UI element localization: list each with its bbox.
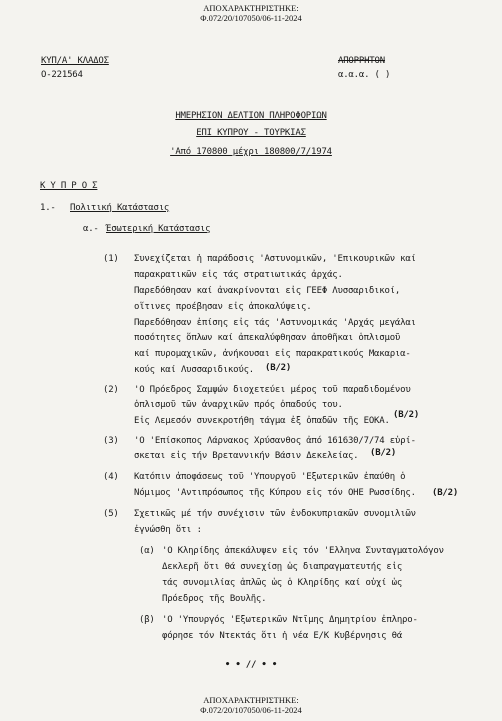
item-3-source-mark: (Β/2) — [370, 448, 397, 458]
item-5-line: ἐγνώσθη ὅτι : — [134, 525, 202, 535]
aaa-field: α.α.α. ( ) — [338, 70, 391, 80]
item-4-source-mark: (Β/2) — [432, 488, 459, 498]
item-2-line: 'Ο Πρόεδρος Σαμψών διοχετεύει μέρος τοῦ παραδιδομένου — [134, 385, 411, 395]
item-1-number: (1) — [103, 254, 119, 264]
subsection-number: 1.- — [40, 203, 56, 213]
document-subtitle: ΕΠΙ ΚΥΠΡΟΥ - ΤΟΥΡΚΙΑΣ — [196, 128, 306, 138]
item-1-line: ποσότητες ὅπλων καί ἀπεκαλύφθησαν ἀποθῆκαι ὁπλισμοῦ — [134, 333, 401, 343]
item-1-line: καί πυρομαχικῶν, ἀνήκουσαι εἰς παρακρατικούς Μακαρια- — [134, 349, 411, 359]
declassification-stamp-top — [0, 3, 502, 23]
item-1-line: Παρεδόθησαν ἐπίσης εἰς τάς 'Αστυνομικάς 'Αρχάς μεγάλαι — [134, 318, 416, 328]
declassification-label: ΑΠΟΧΑΡΑΚΤΗΡΙΣΤΗΚΕ: — [203, 695, 299, 705]
item-1-line: κούς καί Λυσσαριδικούς. — [134, 365, 255, 375]
item-1-line: παρακρατικῶν εἰς τάς στρατιωτικάς ἀρχάς. — [134, 270, 343, 280]
item-4-line: Κατόπιν ἀποφάσεως τοῦ 'Υπουργοῦ 'Εξωτερικῶν ἐπαύθη ὁ — [134, 472, 406, 482]
declassification-ref: Φ.072/20/107050/06-11-2024 — [200, 705, 302, 715]
subsubsection-title: Έσωτερική Κατάστασις — [106, 224, 211, 234]
declassification-stamp-bottom — [0, 695, 502, 715]
continuation-mark: • • // • • — [224, 660, 278, 670]
subsubsection-number: α.- — [83, 224, 99, 234]
declassification-ref: Φ.072/20/107050/06-11-2024 — [200, 13, 302, 23]
item-1-line: οἵτινες προέβησαν εἰς ἀποκαλύψεις. — [134, 302, 312, 312]
item-2-number: (2) — [103, 385, 119, 395]
subitem-b-line: φόρησε τόν Ντεκτάς ὅτι ἡ νέα Ε/Κ Κυβέρνησις θά — [162, 631, 403, 641]
item-2-source-mark: (Β/2) — [393, 410, 420, 420]
item-3-line: 'Ο 'Επίσκοπος Λάρνακος Χρύσανθος ἀπό 161630/7/74 εὑρί- — [134, 436, 416, 446]
subitem-a-line: 'Ο Κληρίδης ἀπεκάλυψεν εἰς τόν 'Ελληνα Συνταγματολόγον — [162, 546, 444, 556]
section-heading: Κ Υ Π Ρ Ο Σ — [40, 181, 98, 191]
classification-label: ΑΠΟΡΡΗΤΟΝ — [338, 56, 385, 66]
subsection-title: Πολιτική Κατάστασις — [70, 203, 170, 213]
item-4-number: (4) — [103, 472, 119, 482]
item-3-number: (3) — [103, 436, 119, 446]
document-title: ΗΜΕΡΗΣΙΟΝ ΔΕΛΤΙΟΝ ΠΛΗΡΟΦΟΡΙΩΝ — [175, 111, 327, 121]
item-1-source-mark: (Β/2) — [265, 363, 292, 373]
subitem-a-line: Δεκλερῆ ὅτι θά συνεχίσῃ ὡς διαπραγματευτής εἰς — [162, 562, 403, 572]
subitem-b-number: (β) — [139, 615, 155, 625]
declassification-label: ΑΠΟΧΑΡΑΚΤΗΡΙΣΤΗΚΕ: — [203, 3, 299, 13]
subitem-a-number: (α) — [139, 546, 155, 556]
item-1-line: Παρεδόθησαν καί ἀνακρίνονται εἰς ΓΕΕΦ Λυσσαριδικοί, — [134, 286, 401, 296]
item-5-number: (5) — [103, 509, 119, 519]
subitem-a-line: Πρόεδρος τῆς Βουλῆς. — [162, 594, 267, 604]
item-4-line: Νόμιμος 'Αντιπρόσωπος τῆς Κύπρου εἰς τόν ΟΗΕ Ρωσσίδης. — [134, 488, 416, 498]
item-2-line: Εἰς Λεμεσόν συνεκροτήθη τάγμα ἐξ ὀπαδῶν τῆς ΕΟΚΑ. — [134, 416, 390, 426]
subitem-b-line: 'Ο 'Υπουργός 'Εξωτερικῶν Ντῖμης Δημητρίου ἐπληρο- — [162, 615, 418, 625]
item-2-line: ὁπλισμοῦ τῶν ἀναρχικῶν πρός ὀπαδούς του. — [134, 400, 343, 410]
item-1-line: Συνεχίζεται ἡ παράδοσις 'Αστυνομικῶν, 'Επικουρικῶν καί — [134, 254, 416, 264]
reference-number: Ο-221564 — [41, 70, 83, 80]
item-5-line: Σχετικῶς μέ τήν συνέχισιν τῶν ἐνδοκυπριακῶν συνομιλιῶν — [134, 509, 416, 519]
item-3-line: σκεται εἰς τήν Βρεταννικήν Βάσιν Δεκελείας. — [134, 451, 359, 461]
document-period: 'Από 170800 μέχρι 180800/7/1974 — [170, 147, 332, 157]
office-label: ΚΥΠ/Α' ΚΛΑΔΟΣ — [41, 56, 109, 66]
subitem-a-line: τάς συνομιλίας ἁπλῶς ὡς ὁ Κληρίδης καί οὐχί ὡς — [162, 578, 403, 588]
